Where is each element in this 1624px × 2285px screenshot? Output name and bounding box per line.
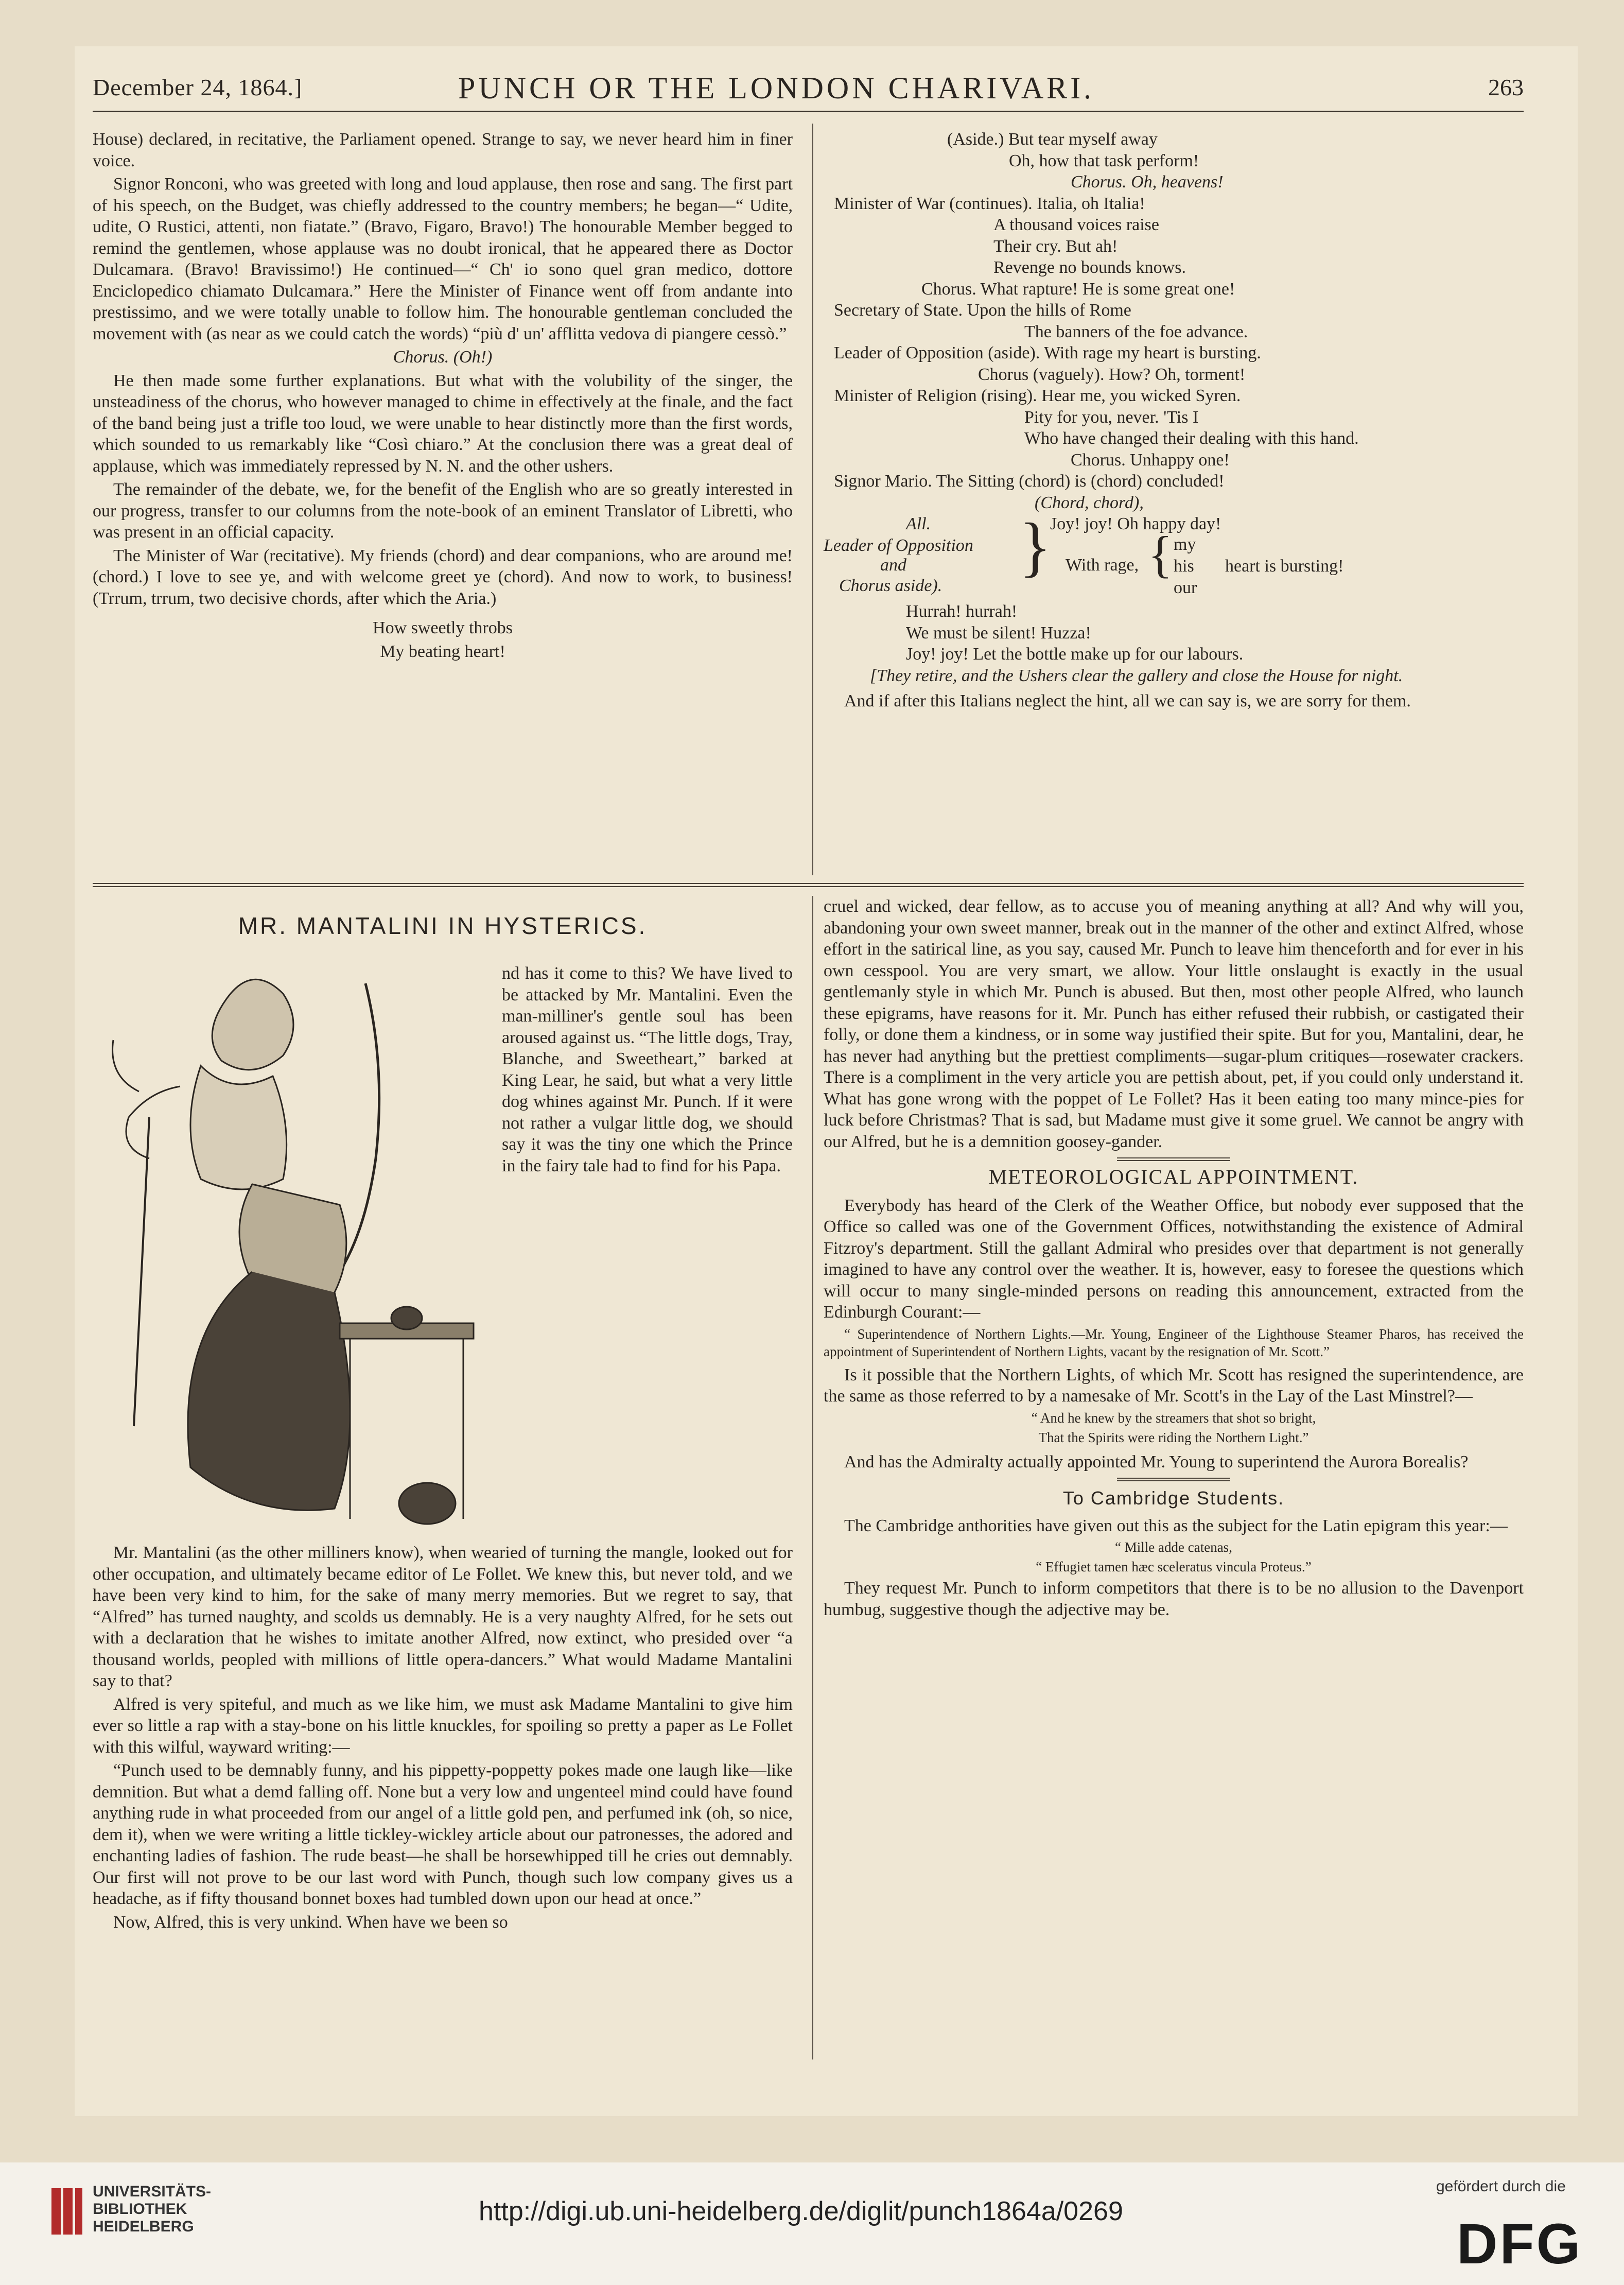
speaker-label: Leader of Opposition: [824, 536, 973, 555]
verse-line: The banners of the foe advance.: [1024, 322, 1248, 341]
footer-bar: [0, 2162, 1624, 2285]
right-top-column: [824, 129, 1524, 712]
bracketed-chorus: [824, 510, 1524, 601]
paragraph: Alfred is very spiteful, and much as we like him, we must ask Madame Mantalini to give him ever so little a rap with a stay-bone on his little knuckles, for spoiling so pretty a paper as Le Follet with this wilful, wayward writing:—: [93, 1694, 793, 1757]
latin-line: “ Mille adde catenas,: [1115, 1539, 1232, 1555]
stage-direction: [They retire, and the Ushers clear the gallery and close the House for night.: [870, 666, 1403, 685]
speaker-label: Chorus aside).: [839, 576, 942, 595]
verse-line: A thousand voices raise: [993, 215, 1159, 234]
paragraph: House) declared, in recitative, the Parliament opened. Strange to say, we never heard him in finer voice.: [93, 130, 793, 170]
verse-line: Oh, how that task perform!: [1009, 151, 1199, 170]
verse-line: Revenge no bounds knows.: [993, 258, 1186, 277]
verse-line: Hurrah! hurrah!: [906, 602, 1018, 621]
paragraph: nd has it come to this? We have lived to be attacked by Mr. Mantalini. Even the man-milliner's gentle soul has been aroused against us. “The little dogs, Tray, Blanche, and Sweetheart,” barked at King Lear, he said, but what a very little dog whines against Mr. Punch. If it were not rather a vulgar little dog, we should say it was the tiny one which the Prince in the fairy tale had to find for his Papa.: [502, 964, 793, 1175]
masthead-title: PUNCH OR THE LONDON CHARIVARI.: [458, 71, 1095, 105]
verse-line: heart is bursting!: [1225, 557, 1344, 576]
verse-line: Pity for you, never. 'Tis I: [1024, 407, 1199, 427]
article-title: METEOROLOGICAL APPOINTMENT.: [988, 1165, 1359, 1188]
university-name-line: UNIVERSITÄTS-: [93, 2183, 212, 2200]
mantalini-text: [93, 1542, 793, 1935]
rule: [1117, 1478, 1230, 1481]
paragraph: Everybody has heard of the Clerk of the Weather Office, but nobody ever supposed that the Office so called was one of the Government Offices, notwithstanding the existence of Admiral Fitzroy's department. Still the gallant Admiral who presides over that department is not generally imagined to have any control over the weather. It is, however, easy to foresee the questions which will occur to many single-minded persons on reading this announcement, extracted from the Edinburgh Courant:—: [824, 1196, 1524, 1322]
chorus-line: Chorus. What rapture! He is some great one!: [921, 279, 1235, 299]
verse-line: That the Spirits were riding the Northern Light.”: [1038, 1429, 1309, 1445]
paragraph: The Cambridge anthorities have given out this as the subject for the Latin epigram this year:—: [844, 1516, 1508, 1535]
verse-line: How sweetly throbs: [373, 618, 513, 637]
paragraph: Now, Alfred, this is very unkind. When have we been so: [113, 1912, 508, 1932]
verse-line: With rage,: [1066, 556, 1139, 575]
mantalini-illustration: [98, 963, 489, 1581]
news-extract: “ Superintendence of Northern Lights.—Mr. Young, Engineer of the Lighthouse Steamer Pharos, has received the appointment of Superintendent of Northern Lights, vacant by the resignation of Mr. Scott.”: [824, 1326, 1524, 1359]
verse-line: Minister of War (continues). Italia, oh Italia!: [834, 194, 1145, 213]
paragraph: Is it possible that the Northern Lights, of which Mr. Scott has resigned the superintendence, are the same as those referred to by a namesake of Mr. Scott's in the Lay of the Last Minstrel?—: [824, 1365, 1524, 1406]
verse-line: (Aside.) But tear myself away: [947, 130, 1158, 149]
verse-line: Who have changed their dealing with this hand.: [1024, 429, 1359, 448]
latin-line: “ Effugiet tamen hæc sceleratus vincula Proteus.”: [1036, 1559, 1312, 1574]
chorus-line: Chorus. Unhappy one!: [1071, 450, 1230, 470]
page-number: 263: [1488, 74, 1524, 100]
paragraph: Signor Ronconi, who was greeted with long and loud applause, then rose and sang. The first part of his speech, on the Budget, was chiefly addressed to the country members; he began—“ Udite, udite, O Rustici, attenti, non fiatate.” (Bravo, Figaro, Bravo!) The honourable Member begged to remind the gentlemen, whose applause was no doubt ironical, that he appeared there as Doctor Dulcamara. (Bravo! Bravissimo!) He continued—“ Ch' io sono quel gran medico, dottore Enciclopedico chiamato Dulcamara.” Here the Minister of Finance went off from andante into prestissimo, and we were totally unable to follow him. The honourable gentleman concluded the movement with (as near as we could catch the words) “più d' un' afflitta vedova di piangere cessò.”: [93, 175, 793, 343]
paragraph: And if after this Italians neglect the hint, all we can say is, we are sorry for them.: [844, 691, 1411, 711]
left-top-column: [93, 129, 793, 664]
verse-line: Signor Mario. The Sitting (chord) is (chord) concluded!: [834, 472, 1225, 491]
rule: [1117, 1157, 1230, 1161]
chorus-line: Chorus. (Oh!): [393, 348, 493, 367]
article-title: To Cambridge Students.: [1062, 1487, 1285, 1509]
verse-line: Their cry. But ah!: [993, 236, 1118, 256]
pronoun-option: his: [1174, 557, 1194, 576]
paragraph: Mr. Mantalini (as the other milliners know), when wearied of turning the mangle, looked out for other occupation, and ultimately became editor of Le Follet. We knew this, but never told, and we have been very kind to him, for the sake of many merry memories. But we regret to say, that “Alfred” has turned naughty, and scolds us demnably. He is a very naughty Alfred, for he sets out with a declaration that he wishes to imitate another Alfred, now extinct, who presided over “a thousand worlds, peopled with millions of little opera-dancers.” What would Madame Mantalini say to that?: [93, 1543, 793, 1690]
paragraph: He then made some further explanations. But what with the volubility of the singer, the unsteadiness of the chorus, who however managed to chime in effectively at the finale, and the fact of the band being just a trifle too loud, we were unable to hear distinctly more than the first words, which sounded to us remarkably like “Così chiaro.” At the conclusion there was a great deal of applause, which was immediately repressed by N. N. and the other ushers.: [93, 371, 793, 476]
verse-line: Joy! joy! Let the bottle make up for our labours.: [906, 645, 1244, 664]
paragraph: And has the Admiralty actually appointed Mr. Young to superintend the Aurora Borealis?: [844, 1452, 1469, 1472]
pronoun-option: our: [1174, 578, 1197, 597]
page-header: [93, 70, 1524, 112]
university-name-line: BIBLIOTHEK: [93, 2201, 187, 2218]
university-name: [93, 2183, 211, 2236]
verse-line: Joy! joy! Oh happy day!: [1050, 514, 1221, 533]
brace: {: [1148, 526, 1173, 583]
issue-date: December 24, 1864.]: [93, 74, 303, 100]
verse-line: Minister of Religion (rising). Hear me, you wicked Syren.: [834, 386, 1241, 405]
paragraph: They request Mr. Punch to inform competitors that there is to be no allusion to the Davenport humbug, suggestive though the adjective may be.: [824, 1579, 1524, 1619]
chorus-line: Chorus. Oh, heavens!: [1071, 172, 1224, 192]
source-link[interactable]: http://digi.ub.uni-heidelberg.de/diglit/punch1864a/0269: [479, 2196, 1123, 2226]
university-logo-icon: [49, 2183, 85, 2240]
column-divider: [812, 896, 813, 2059]
article-title: MR. MANTALINI IN HYSTERICS.: [238, 912, 648, 939]
paragraph: cruel and wicked, dear fellow, as to accuse you of meaning anything at all? And why will you, abandoning your own sweet manner, break out in the manner of the other and extinct Alfred, whose effort in the satirical line, as you say, caused Mr. Punch to leave him thenceforth and for ever in his own cesspool. You are very smart, we allow. Your little onslaught is exactly in the usual gentlemanly style in which Mr. Punch is abused. But then, most other people Alfred, who launch these epigrams, have reasons for it. Mr. Punch has either refused their rubbish, or castigated their folly, or done them a kindness, or in some way justified their spite. But for you, Mantalini, dear, he has never had anything but the prettiest compliments—sugar-plum critiques—rosewater crackers. There is a compliment in the very article you are pettish about, pet, if you could only understand it. What has gone wrong with the poppet of Le Follet? Has it been eating too many mince-pies for luck before Christmas? That is sad, but Madame must give it some gruel. We cannot be angry with our Alfred, but he is a demnition goosey-gander.: [824, 897, 1524, 1151]
verse-line: Leader of Opposition (aside). With rage my heart is bursting.: [834, 343, 1261, 362]
verse-line: My beating heart!: [380, 642, 505, 661]
mantalini-intro: [502, 963, 793, 1179]
column-divider: [812, 124, 813, 875]
brace: }: [1019, 510, 1052, 584]
stage-direction: (Chord, chord),: [1035, 493, 1144, 512]
dfg-logo: DFG: [1457, 2212, 1583, 2276]
verse-line: Secretary of State. Upon the hills of Rome: [834, 301, 1131, 320]
right-bottom-column: [824, 896, 1524, 1622]
speaker-label: and: [880, 556, 906, 575]
pronoun-option: my: [1174, 535, 1196, 554]
speaker-label: All.: [906, 514, 931, 533]
paragraph: The remainder of the debate, we, for the benefit of the English who are so greatly interested in our progress, transfer to our columns from the note-book of an eminent Translator of Libretti, who was present in an official capacity.: [93, 480, 793, 542]
mantalini-column: [93, 911, 793, 947]
section-divider: [93, 883, 1524, 887]
quotation: “Punch used to be demnably funny, and his pippetty-poppetty pokes made one laugh like—like demnition. But what a demd falling off. None but a very low and ungenteel mind could have found anything rude in what proceeded from our angel of a little gold pen, and perfumed ink (oh, so nice, dem it), when we were writing a little tickley-wickley article about our patronesses, the adored and enchanting ladies of fashion. The rude beast—he shall be horsewhipped till he cries out demnably. Our first will not prove to be our last word with Punch, though such low company gives us a headache, as if fifty thousand bonnet boxes had tumbled down upon our head at once.”: [93, 1761, 793, 1908]
paragraph: The Minister of War (recitative). My friends (chord) and dear companions, who are around me! (chord.) I love to see ye, and with welcome greet ye (chord). And now to work, to business! (Trrum, trrum, two decisive chords, after which the Aria.): [93, 546, 793, 608]
verse-line: We must be silent! Huzza!: [906, 623, 1091, 643]
verse-line: “ And he knew by the streamers that shot so bright,: [1031, 1410, 1316, 1426]
chorus-line: Chorus (vaguely). How? Oh, torment!: [978, 365, 1246, 384]
university-name-line: HEIDELBERG: [93, 2218, 194, 2235]
funding-label: gefördert durch die: [1436, 2178, 1566, 2195]
